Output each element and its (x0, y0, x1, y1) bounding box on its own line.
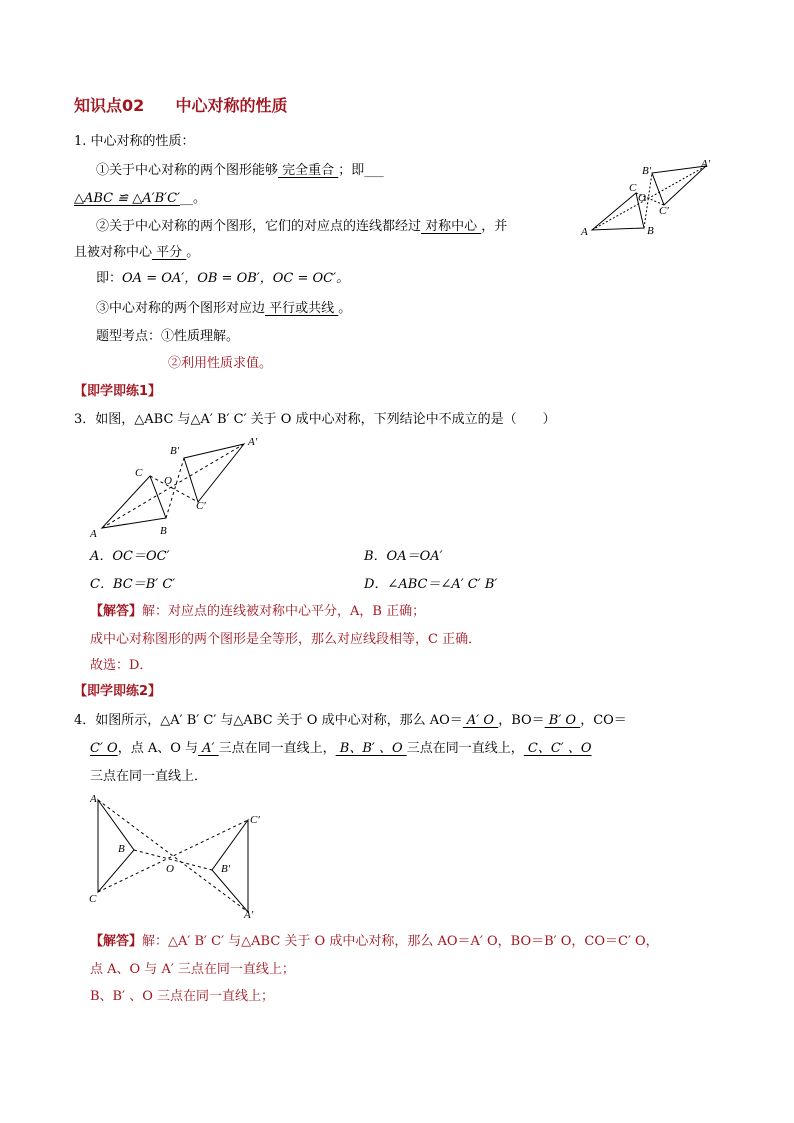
blank-answer: B、B′ 、O (335, 741, 407, 756)
property-item-1: ①关于中心对称的两个图形能够 完全重合 ；即___ (96, 163, 384, 178)
blank-answer: 平分 (152, 245, 187, 260)
blank-answer: △ABC ≌ △A′B′C′ (74, 191, 181, 206)
label-A-prime: A′ (244, 909, 254, 920)
answer-label: 【解答】 (90, 604, 143, 619)
label-B-prime: B′ (642, 165, 652, 177)
label-A: A (581, 226, 588, 238)
label-B-prime: B′ (221, 863, 231, 875)
label-C: C (89, 893, 97, 905)
q4-answer-line3: B、B′ 、O 三点在同一直线上； (90, 989, 274, 1004)
blank-answer: A′ (198, 741, 219, 756)
figure-small (578, 155, 728, 240)
heading-prefix: 知识点02 (74, 96, 145, 115)
property-item-2: ②关于中心对称的两个图形，它们的对应点的连线都经过 对称中心 ，并 (96, 219, 508, 234)
q4-answer-line1: 【解答】解：△A′ B′ C′ 与△ABC 关于 O 成中心对称，那么 AO＝A′ O，BO＝B′ O，CO＝C′ O， (90, 934, 659, 949)
option-A: A．OC＝OC′ (90, 549, 170, 564)
blank-answer: 对称中心 (421, 219, 482, 234)
question-4-line1: 4．如图所示，△A′ B′ C′ 与△ABC 关于 O 成中心对称，那么 AO＝ A′ O ，BO＝ B′ O ，CO＝ (74, 713, 627, 728)
section-heading (74, 97, 287, 115)
blank-answer: B′ O (544, 713, 581, 728)
q3-answer-line1: 【解答】解：对应点的连线被对称中心平分，A，B 正确； (90, 604, 426, 619)
question-3-stem: 3．如图，△ABC 与△A′ B′ C′ 关于 O 成中心对称，下列结论中不成立的是（ ） (74, 412, 556, 427)
section-practice-2: 【即学即练2】 (74, 684, 162, 699)
label-O: O (638, 192, 646, 204)
label-A: A (90, 528, 97, 540)
triangle-a2b2c2 (652, 166, 706, 205)
section-practice-1: 【即学即练1】 (74, 384, 162, 399)
label-B-prime: B′ (170, 445, 180, 457)
figure-q3 (86, 432, 266, 542)
question-4-line2: C′ O，点 A、O 与 A′ 三点在同一直线上， B、B′ 、O 三点在同一直线上， C、C′ 、O (90, 741, 592, 756)
heading-title: 中心对称的性质 (175, 96, 288, 115)
blank-answer: 平行或共线 (265, 301, 339, 316)
property-item-1-line2: △ABC ≌ △A′B′C′__。 (74, 191, 207, 206)
property-equation: 即：OA = OA′，OB = OB′，OC = OC′。 (96, 271, 350, 286)
label-C: C (629, 182, 637, 194)
q3-answer-line2: 成中心对称图形的两个图形是全等形，那么对应线段相等，C 正确． (90, 632, 482, 647)
label-B: B (160, 525, 167, 537)
property-item-3: ③中心对称的两个图形对应边 平行或共线 。 (96, 301, 352, 316)
figure-q4 (84, 790, 274, 920)
label-A: A (90, 793, 97, 805)
label-C: C (135, 467, 143, 479)
option-D: D．∠ABC＝∠A′ C′ B′ (364, 577, 498, 592)
option-C: C．BC＝B′ C′ (90, 577, 176, 592)
label-A-prime: A′ (701, 158, 711, 170)
exam-point-2: ②利用性质求值。 (168, 356, 273, 371)
blank-answer: A′ O (462, 713, 499, 728)
answer-label: 【解答】 (90, 934, 143, 949)
blank-answer: 完全重合 (278, 163, 339, 178)
label-C-prime: C′ (659, 205, 669, 217)
label-B: B (647, 225, 654, 237)
label-A-prime: A′ (248, 436, 258, 448)
label-C-prime: C′ (196, 500, 206, 512)
triangle-abc (592, 193, 644, 230)
q4-answer-line2: 点 A、O 与 A′ 三点在同一直线上； (90, 962, 295, 977)
property-item-2-line2: 且被对称中心 平分 。 (74, 245, 200, 260)
question-4-line3: 三点在同一直线上． (90, 769, 208, 784)
exam-points: 题型考点：①性质理解。 (96, 329, 240, 344)
label-O: O (166, 863, 174, 875)
label-B: B (118, 843, 125, 855)
blank-answer: C′ O (90, 741, 118, 756)
blank-answer: C、C′ 、O (523, 741, 592, 756)
label-C-prime: C′ (250, 814, 260, 826)
option-B: B．OA＝OA′ (364, 549, 443, 564)
q3-answer-line3: 故选：D． (90, 658, 153, 673)
label-O: O (164, 475, 172, 487)
property-title: 1. 中心对称的性质： (74, 134, 195, 149)
